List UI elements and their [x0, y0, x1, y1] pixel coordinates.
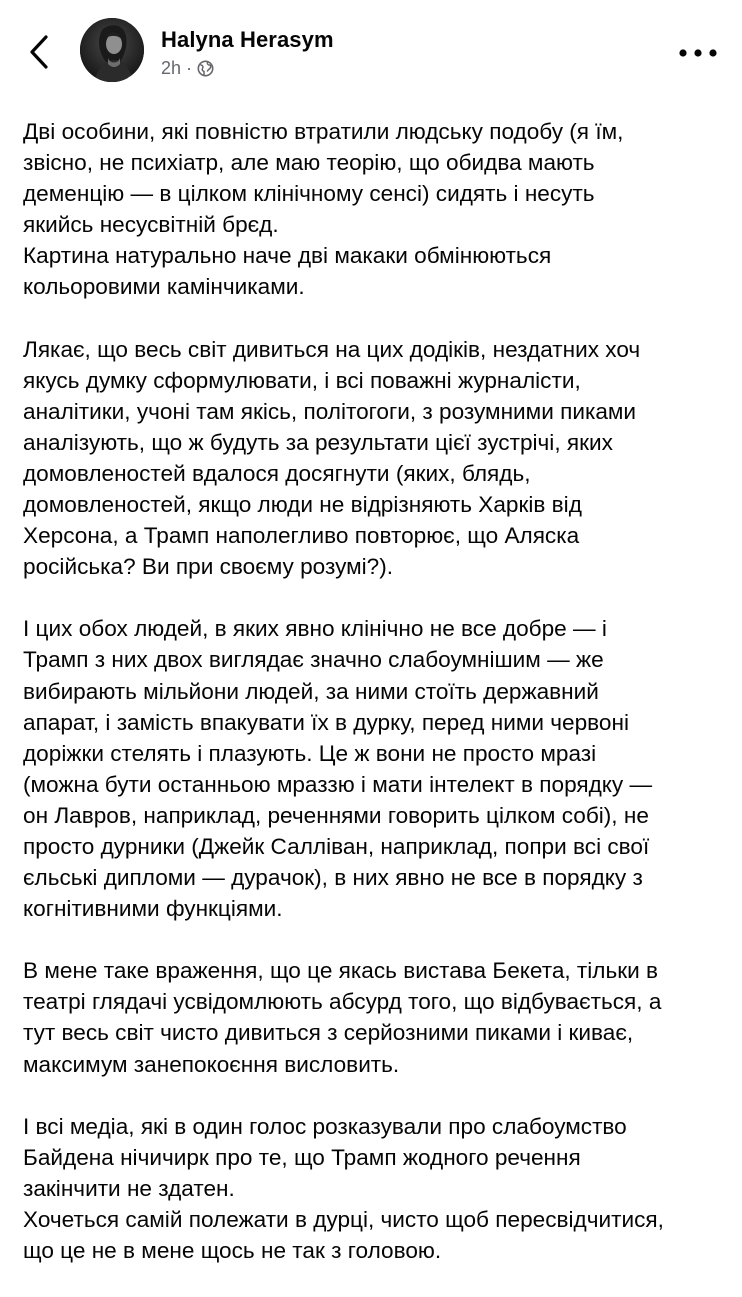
text-line: якийсь несусвітній брєд.	[23, 212, 279, 238]
text-line: закінчити не здатен.	[23, 1175, 235, 1201]
post-header	[0, 0, 742, 100]
text-line: Дві особини, які повністю втратили людську подобу (я їм,	[23, 119, 624, 144]
post-paragraph	[23, 955, 733, 1079]
text-line: максимум занепокоєння висловить.	[23, 1051, 400, 1077]
text-line: Херсона, а Трамп наполегливо повторює, що Аляска	[23, 523, 580, 549]
post-meta	[161, 58, 214, 79]
text-line: домовленостей, якщо люди не відрізняють Харків від	[23, 492, 582, 518]
post-paragraph	[23, 1111, 733, 1266]
text-line: театрі глядачі усвідомлюють абсурд того, що відбувається, а	[23, 989, 662, 1015]
author-name[interactable]: Halyna Herasym	[161, 27, 334, 52]
text-line: апарат, і замість впакувати їх в дурку, перед ними червоні	[23, 709, 629, 735]
post-paragraph	[23, 334, 733, 583]
text-line: (можна бути останньою мраззю і мати інтелект в порядку —	[23, 771, 653, 797]
text-line: домовленостей вдалося досягнути (яких, блядь,	[23, 460, 531, 486]
text-line: просто дурники (Джейк Салліван, наприклад, попри всі свої	[23, 833, 650, 859]
text-line: когнітивними функціями.	[23, 896, 283, 922]
text-line: вибирають мільйони людей, за ними стоїть державний	[23, 678, 599, 704]
text-line: Хочеться самій полежати в дурці, чисто щоб пересвідчитися,	[23, 1206, 664, 1232]
text-line: що це не в мене щось не так з головою.	[23, 1238, 442, 1263]
text-line: доріжки стелять і плазують. Це ж вони не просто мразі	[23, 740, 597, 766]
timestamp[interactable]: 2h	[161, 58, 182, 78]
text-line: І цих обох людей, в яких явно клінічно не все добре — і	[23, 616, 607, 642]
text-line: якусь думку сформулювати, і всі поважні журналісти,	[23, 367, 581, 393]
text-line: Трамп з них двох виглядає значно слабоумнішим — же	[23, 647, 604, 673]
meta-separator: ·	[186, 58, 193, 78]
avatar-image	[80, 18, 144, 82]
text-line: он Лавров, наприклад, реченнями говорить цілком собі), не	[23, 802, 649, 828]
globe-icon[interactable]	[197, 60, 214, 77]
text-line: І всі медіа, які в один голос розказували про слабоумство	[23, 1113, 627, 1139]
text-line: Лякає, що весь світ дивиться на цих додіків, нездатних хоч	[23, 336, 641, 362]
text-line: Картина натурально наче дві макаки обмінюються	[23, 243, 552, 269]
text-line: кольоровими камінчиками.	[23, 274, 305, 300]
text-line: тут весь світ чисто дивиться з серйозними пиками і киває,	[23, 1020, 634, 1046]
text-line: аналітики, учоні там якісь, політогоги, з розумними пиками	[23, 398, 637, 424]
text-line: Байдена нічичирк про те, що Трамп жодного речення	[23, 1144, 581, 1170]
text-line: звісно, не психіатр, але маю теорію, що обидва мають	[23, 150, 595, 176]
post-text	[23, 116, 733, 1297]
text-line: російська? Ви при своєму розумі?).	[23, 554, 394, 580]
post-paragraph	[23, 613, 733, 924]
chevron-left-icon	[28, 34, 50, 70]
post-paragraph	[23, 116, 733, 303]
text-line: аналізують, що ж будуть за результати цієї зустрічі, яких	[23, 429, 613, 455]
text-line: В мене таке враження, що це якась вистава Бекета, тільки в	[23, 958, 659, 984]
more-horizontal-icon	[678, 48, 718, 58]
text-line: єльські дипломи — дурачок), в них явно не все в порядку з	[23, 865, 643, 891]
back-button[interactable]	[22, 30, 56, 74]
more-options-button[interactable]	[676, 38, 720, 68]
text-line: деменцію — в цілком клінічному сенсі) сидять і несуть	[23, 181, 595, 207]
avatar[interactable]	[80, 18, 144, 82]
